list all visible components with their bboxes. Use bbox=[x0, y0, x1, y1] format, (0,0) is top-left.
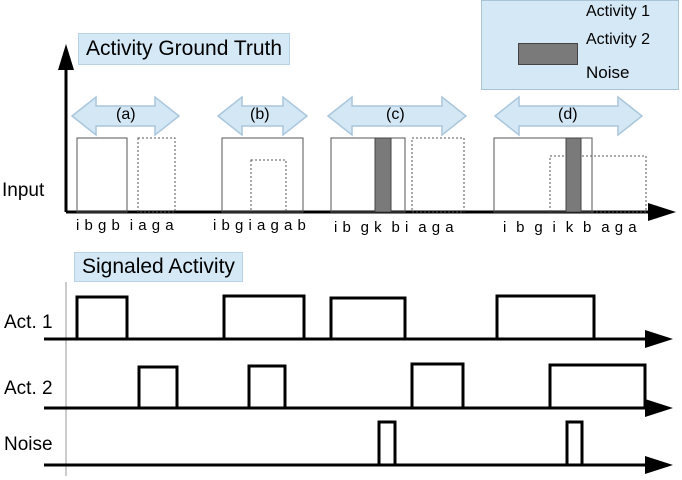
noise-pulse-c bbox=[379, 422, 395, 465]
noise-pulse-d bbox=[567, 422, 582, 465]
act2-pulse-d bbox=[550, 365, 645, 408]
act1-axis-arrowhead bbox=[645, 330, 673, 348]
ground-truth-title: Activity Ground Truth bbox=[78, 33, 290, 65]
act2-pulse-b bbox=[249, 366, 285, 408]
sequence-a: i b g b i a g a bbox=[76, 217, 175, 234]
act2-pulse-c bbox=[412, 364, 463, 408]
gt-b-activity1 bbox=[222, 138, 303, 212]
sequence-b: i b g i a g a b bbox=[213, 217, 307, 234]
noise-axis-arrowhead bbox=[645, 456, 673, 474]
gt-d-noise bbox=[566, 138, 581, 212]
gt-c-activity1 bbox=[331, 138, 405, 212]
input-time-axis-arrowhead bbox=[648, 203, 676, 221]
noise-row-label: Noise bbox=[4, 434, 53, 455]
act1-pulse-d bbox=[497, 296, 594, 339]
legend-activity2-label: Activity 2 bbox=[586, 31, 651, 48]
gt-a-activity1 bbox=[77, 138, 127, 212]
legend-activity1-label: Activity 1 bbox=[586, 3, 651, 20]
gt-b-activity2 bbox=[251, 160, 286, 212]
legend-noise-label: Noise bbox=[586, 63, 630, 82]
sequence-d: i b g i k b a g a bbox=[503, 219, 638, 236]
act1-row-label: Act. 1 bbox=[4, 312, 53, 333]
act1-pulse-b bbox=[224, 296, 304, 339]
act1-pulse-c bbox=[331, 298, 405, 339]
legend-noise-swatch bbox=[518, 43, 578, 65]
sequence-c: i b g k b i a g a bbox=[334, 219, 455, 236]
act2-pulse-a bbox=[139, 367, 177, 408]
act2-axis-arrowhead bbox=[645, 399, 673, 417]
signaled-activity-title: Signaled Activity bbox=[74, 252, 243, 282]
gt-a-activity2 bbox=[138, 138, 175, 212]
scenario-label-a: (a) bbox=[116, 106, 136, 123]
input-label: Input bbox=[2, 180, 45, 201]
legend bbox=[481, 0, 679, 90]
gt-c-activity2 bbox=[412, 138, 464, 212]
act2-row-label: Act. 2 bbox=[4, 378, 53, 399]
input-y-axis-arrowhead bbox=[58, 44, 74, 70]
gt-d-activity2 bbox=[550, 156, 646, 212]
scenario-label-c: (c) bbox=[386, 106, 405, 123]
gt-c-noise bbox=[375, 138, 391, 212]
act1-pulse-a bbox=[77, 297, 127, 339]
scenario-label-d: (d) bbox=[558, 106, 578, 123]
scenario-label-b: (b) bbox=[250, 106, 270, 123]
